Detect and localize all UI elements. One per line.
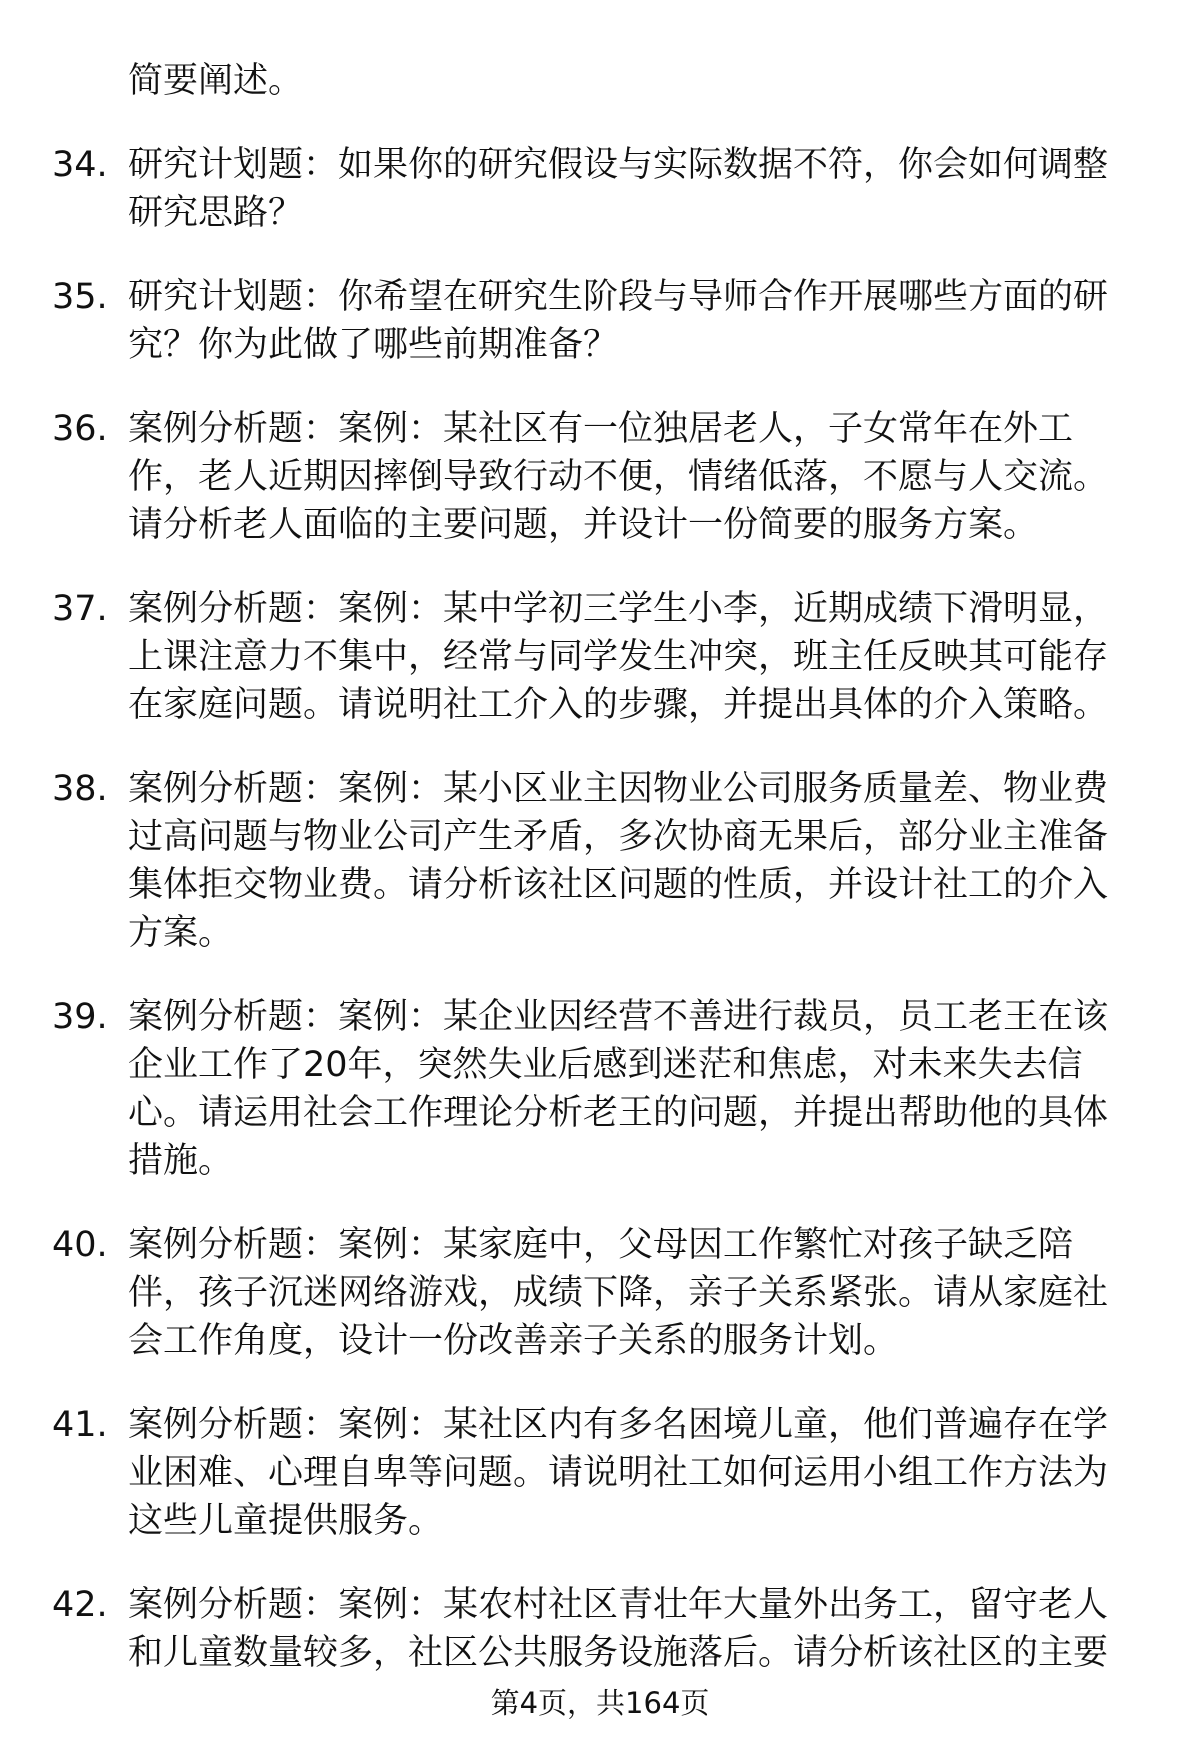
question-text-line: 案例分析题：案例：某小区业主因物业公司服务质量差、物业费 xyxy=(128,769,1109,809)
question-text-line: 企业工作了20年，突然失业后感到迷茫和焦虑，对未来失去信 xyxy=(128,1045,1083,1085)
question-list xyxy=(0,141,1200,1677)
question-number: 40. xyxy=(52,1225,108,1265)
question-text-line: 案例分析题：案例：某农村社区青壮年大量外出务工，留守老人 xyxy=(128,1585,1109,1625)
question-text-line: 集体拒交物业费。请分析该社区问题的性质，并设计社工的介入 xyxy=(128,865,1109,905)
question-text-line: 究？你为此做了哪些前期准备？ xyxy=(128,325,619,365)
question-item xyxy=(0,141,1200,237)
question-number: 42. xyxy=(52,1585,108,1625)
question-text-line: 请分析老人面临的主要问题，并设计一份简要的服务方案。 xyxy=(128,505,1039,545)
question-text-line: 会工作角度，设计一份改善亲子关系的服务计划。 xyxy=(128,1321,899,1361)
question-item xyxy=(0,273,1200,369)
question-text-line: 研究计划题：如果你的研究假设与实际数据不符，你会如何调整 xyxy=(128,145,1109,185)
document-page xyxy=(0,57,1200,1677)
question-text-line: 在家庭问题。请说明社工介入的步骤，并提出具体的介入策略。 xyxy=(128,685,1109,725)
question-item xyxy=(0,405,1200,549)
continuation-text: 简要阐述。 xyxy=(128,61,304,101)
question-number: 39. xyxy=(52,997,108,1037)
question-text-line: 案例分析题：案例：某社区内有多名困境儿童，他们普遍存在学 xyxy=(128,1405,1109,1445)
question-item xyxy=(0,585,1200,729)
question-item xyxy=(0,1581,1200,1677)
question-item xyxy=(0,765,1200,957)
question-number: 37. xyxy=(52,589,108,629)
question-text-line: 上课注意力不集中，经常与同学发生冲突，班主任反映其可能存 xyxy=(128,637,1109,677)
question-item xyxy=(0,1221,1200,1365)
question-text-line: 案例分析题：案例：某中学初三学生小李，近期成绩下滑明显， xyxy=(128,589,1109,629)
question-text-line: 研究思路？ xyxy=(128,193,304,233)
question-text-line: 过高问题与物业公司产生矛盾，多次协商无果后，部分业主准备 xyxy=(128,817,1109,857)
question-text-line: 这些儿童提供服务。 xyxy=(128,1501,444,1541)
question-number: 38. xyxy=(52,769,108,809)
question-text-line: 方案。 xyxy=(128,913,234,953)
question-number: 34. xyxy=(52,145,108,185)
question-text-line: 案例分析题：案例：某企业因经营不善进行裁员，员工老王在该 xyxy=(128,997,1109,1037)
question-item xyxy=(0,993,1200,1185)
question-text-line: 案例分析题：案例：某社区有一位独居老人，子女常年在外工 xyxy=(128,409,1074,449)
question-text-line: 作，老人近期因摔倒导致行动不便，情绪低落，不愿与人交流。 xyxy=(128,457,1109,497)
question-number: 35. xyxy=(52,277,108,317)
page-footer: 第4页，共164页 xyxy=(490,1686,710,1720)
question-text-line: 业困难、心理自卑等问题。请说明社工如何运用小组工作方法为 xyxy=(128,1453,1109,1493)
question-text-line: 伴，孩子沉迷网络游戏，成绩下降，亲子关系紧张。请从家庭社 xyxy=(128,1273,1109,1313)
question-text-line: 研究计划题：你希望在研究生阶段与导师合作开展哪些方面的研 xyxy=(128,277,1109,317)
question-number: 36. xyxy=(52,409,108,449)
question-text-line: 案例分析题：案例：某家庭中，父母因工作繁忙对孩子缺乏陪 xyxy=(128,1225,1074,1265)
question-number: 41. xyxy=(52,1405,108,1445)
question-text-line: 措施。 xyxy=(128,1141,234,1181)
question-item xyxy=(0,1401,1200,1545)
question-text-line: 心。请运用社会工作理论分析老王的问题，并提出帮助他的具体 xyxy=(128,1093,1109,1133)
question-text-line: 和儿童数量较多，社区公共服务设施落后。请分析该社区的主要 xyxy=(128,1633,1109,1673)
